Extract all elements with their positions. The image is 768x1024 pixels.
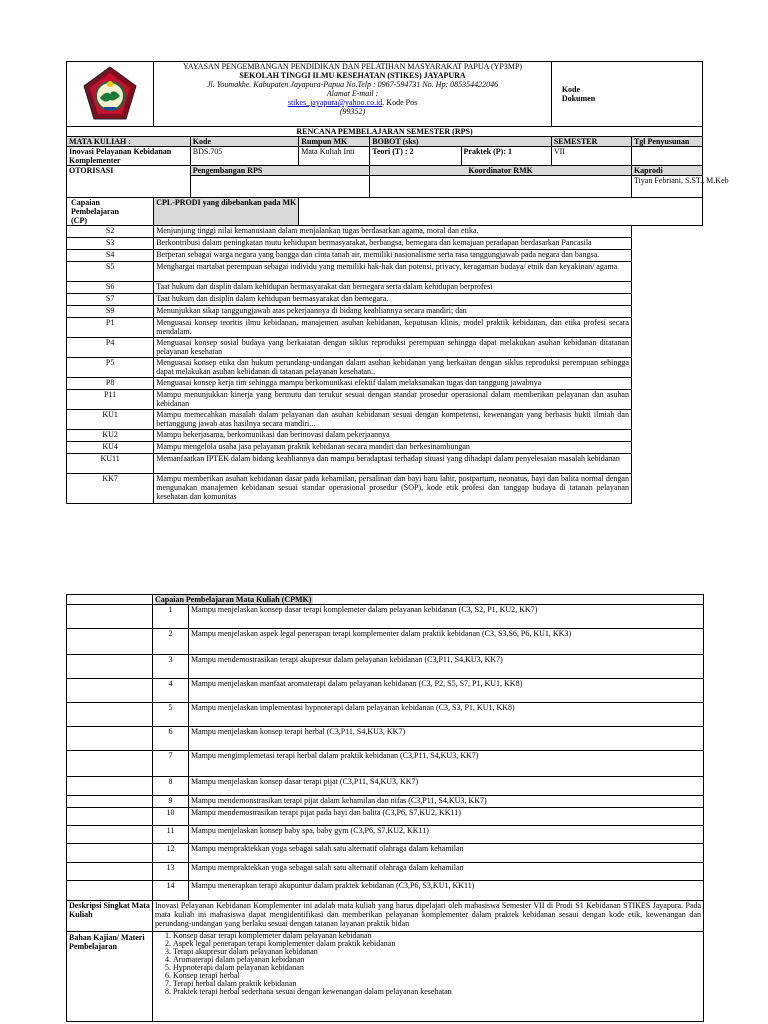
cp-row (67, 442, 703, 454)
cpmk-left-cell (67, 826, 153, 844)
cpmk-left-cell (67, 703, 153, 727)
cp-text: Mampu bekerjasama, berkomunikasi dan berinovasi dalam pekerjaannya (154, 430, 632, 442)
cpmk-row (67, 727, 704, 751)
cp-text: Taat hukum dan disiplin dalam kehidupan bermasyarakat dan bernegara. (154, 294, 632, 306)
cpmk-row (67, 881, 704, 901)
rps-table-1 (66, 61, 729, 504)
cp-row (67, 454, 703, 474)
email-link[interactable]: stikes_jayapura@yahoo.co.id (287, 98, 383, 107)
label-mata-kuliah: MATA KULIAH : (67, 137, 191, 147)
cpmk-text: Mampu menjelaskan konsep dasar terapi komplemeter dalam pelayanan kebidanan (C3, S2, P1, KU2, KK7) (189, 605, 704, 629)
cp-row (67, 306, 703, 318)
label-bobot: BOBOT (sks) (370, 137, 552, 147)
cp-code: P8 (67, 378, 154, 390)
cpmk-number: 12 (153, 844, 189, 863)
cpmk-header-text: Capaian Pembelajaran Mata Kuliah (CPMK) (155, 595, 312, 604)
cp-code: S2 (67, 226, 154, 238)
kaprodi-name: Tiyan Febriani, S.ST., M.Keb (631, 176, 702, 198)
capaian-label-text: Capaian Pembelajaran (CP) (71, 198, 119, 225)
doc-code-label: Kode Dokumen (561, 85, 596, 103)
cpmk-left-cell (67, 844, 153, 863)
cp-row (67, 294, 703, 306)
cpmk-number: 3 (153, 655, 189, 679)
cpmk-left-cell (67, 777, 153, 796)
cpmk-row (67, 863, 704, 881)
bahan-item: 6. Konsep terapi herbal (173, 972, 701, 980)
cp-row (67, 410, 703, 430)
cp-text: Menguasai konsep teoritis ilmu kebidanan, manajemen asuhan kebidanan, keputusan klinis, model praktik kebidanan, dan etika profesi secara mendalam. (154, 318, 632, 338)
cp-code: S5 (67, 262, 154, 282)
bahan-item: 3. Terapi akupresur dalam pelayanan kebidanan (173, 948, 701, 956)
bahan-item: 1. Konsep dasar terapi komplemeter dalam pelayanan kebidanan (173, 932, 701, 940)
cpmk-text: Mampu menjelaskan konsep baby spa, baby gym (C3,P6, S7,KU2, KK11) (189, 826, 704, 844)
cpmk-number: 10 (153, 808, 189, 826)
cp-code: P1 (67, 318, 154, 338)
cpmk-left-cell (67, 605, 153, 629)
cpmk-text: Mampu menerapkan terapi akupuntur dalam praktek kebidanan (C3,P6, S3,KU1, KK11) (189, 881, 704, 901)
cpmk-text: Mampu mendemostrasikan terapi akupresur dalam pelayanan kebidanan (C3,P11, S4,KU3, KK7) (189, 655, 704, 679)
deskripsi-text: Inovasi Pelayanan Kebidanan Komplementer ini adalah mata kuliah yang harus dipelajari oleh mahasiswa Semester VII di Prodi S1 Kebidanan STIKES Jayapura. Pada mata kuliah ini mahasiswa dapat mengidentifikasi dan memberikan pelayanan komplementer dalam praktek kebidanan sesaui dengan kode etik, kewenangan dan perundang-undangan yang berlaku sesuai dengan tatanan layanan praktik bidan (153, 901, 704, 932)
cp-text: Mampu menunjukkan kinerja yang bermutu dan terukur sesuai dengan standar prosedur operasional dalam memberikan pelayanan dan asuhan kebidanan (154, 390, 632, 410)
cp-text: Mampu memecahkan masalah dalam pelayanan dan asuhan kebidanan sesuai dengan kompetensi, kewenangan yang berbasis bukti ilmiah dan bertanggung jawab atas hasilnya secara mandiri... (154, 410, 632, 430)
cpmk-number: 13 (153, 863, 189, 881)
rps-table-2 (66, 594, 704, 1022)
cpl-header-spacer (299, 198, 703, 226)
label-koordinator: Koordinator RMK (370, 166, 632, 176)
cp-text: Memanfaatkan IPTEK dalam bidang keahliannya dan mampu beradaptasi terhadap situasi yang dihadapi dalam penyelesaian masalah kebidanan (154, 454, 632, 474)
cp-code: P4 (67, 338, 154, 358)
cpmk-row (67, 703, 704, 727)
school-address: Jl. Youmakhe. Kabupaten Jayapura-Papua No.Telp : 0967-594731 No. Hp: 085354422046 (206, 80, 499, 89)
cpmk-left-cell (67, 727, 153, 751)
cp-code: S3 (67, 238, 154, 250)
label-semester: SEMESTER (551, 137, 631, 147)
institution-header (154, 62, 552, 127)
koordinator-value (370, 176, 632, 198)
label-kaprodi: Kaprodi (631, 166, 702, 176)
cpmk-text: Mampu menjelaskan manfaat aromaterapi dalam pelayanan kebidanan (C3, P2, S5, S7, P1, KU1, KK8) (189, 679, 704, 703)
cpmk-number: 7 (153, 751, 189, 777)
cp-code: S9 (67, 306, 154, 318)
cp-row (67, 338, 703, 358)
cpmk-number: 9 (153, 796, 189, 808)
cpmk-row (67, 808, 704, 826)
stikes-logo-icon (80, 64, 140, 124)
cpmk-left-cell (67, 751, 153, 777)
cpmk-number: 4 (153, 679, 189, 703)
cpmk-row (67, 629, 704, 655)
cpmk-left-cell (67, 629, 153, 655)
cp-text: Menjunjung tinggi nilai kemanusiaan dalam menjalankan tugas berdasarkan agama, moral dan etika. (154, 226, 632, 238)
cp-code: S6 (67, 282, 154, 294)
cpmk-text: Mampu mendemonstrasikan terapi pijat dalam kehamilan dan nifas (C3,P11, S4,KU3, KK7) (189, 796, 704, 808)
bahan-item: 5. Hypnoterapi dalam pelayanan kebidanan (173, 964, 701, 972)
cp-code: KU2 (67, 430, 154, 442)
cp-text: Taat hukum dan displin dalam kehidupan bermasyarakat dan bernegara serta dalam kehidupan berprofesi (154, 282, 632, 294)
cpmk-row (67, 605, 704, 629)
cpmk-row (67, 796, 704, 808)
cp-row (67, 226, 703, 238)
cpmk-header (153, 595, 704, 605)
postal-label: . Kode Pos (382, 98, 418, 107)
label-pengembang: Pengembangan RPS (190, 166, 370, 176)
cp-row (67, 250, 703, 262)
cp-text: Menguasai konsep kerja tim sehingga mampu berkomunikasi efektif dalam melaksanakan tugas dan tanggung jawabnya (154, 378, 632, 390)
course-name: Inovasi Pelayanan Kebidanan Komplementer (67, 147, 191, 166)
cp-code: KU11 (67, 454, 154, 474)
cpl-header: CPL-PRODI yang dibebankan pada MK (154, 198, 299, 226)
cpmk-text: Mampu mendemostrasikan terapi pijat pada bayi dan balita (C3,P6, S7,KU2, KK11) (189, 808, 704, 826)
cp-row (67, 262, 703, 282)
label-bahan: Bahan Kajian/ Materi Pembelajaran (67, 932, 153, 1022)
pengembang-value (190, 176, 370, 198)
cpmk-row (67, 777, 704, 796)
cpmk-row (67, 655, 704, 679)
cpmk-rows (67, 605, 704, 901)
cpmk-row (67, 826, 704, 844)
cp-row (67, 430, 703, 442)
school-name: SEKOLAH TINGGI ILMU KESEHATAN (STIKES) JAYAPURA (239, 71, 466, 80)
cpmk-left-cell (67, 796, 153, 808)
cp-row (67, 358, 703, 378)
cpmk-number: 11 (153, 826, 189, 844)
cp-row (67, 318, 703, 338)
label-otorisasi: OTORISASI (67, 166, 191, 198)
cp-code: P5 (67, 358, 154, 378)
cpmk-text: Mampu menjelaskan konsep terapi herbal (C3,P11, S4,KU3, KK7) (189, 727, 704, 751)
cpmk-left-cell (67, 679, 153, 703)
bahan-item: 8. Praktek terapi herbal sederhana sesuai dengan kewenangan dalam pelayanan kesehatan (173, 988, 701, 996)
cp-code: S4 (67, 250, 154, 262)
cpmk-left-cell (67, 863, 153, 881)
cp-text: Menguasai konsep etika dan hukum perundang-undangan dalam asuhan kebidanan yang berkaitan dengan siklus reproduksi perempuan sehingga dapat melakukan asuhan kebidanan di tatanan pelayanan kesehatan.. (154, 358, 632, 378)
bahan-list (155, 932, 701, 996)
cpmk-text: Mampu mengimplemetasi terapi herbal dalam praktik kebidanan (C3,P11, S4,KU3, KK7) (189, 751, 704, 777)
cp-code: KU4 (67, 442, 154, 454)
cpmk-text: Mampu mempraktekkan yoga sebagai salah satu alternatif olahraga dalam kehamilan (189, 844, 704, 863)
email-label: Alamat E-mail : (326, 89, 379, 98)
cpmk-number: 2 (153, 629, 189, 655)
cpmk-left-cell (67, 808, 153, 826)
bahan-item: 7. Terapi herbal dalam praktik kebidanan (173, 980, 701, 988)
label-tgl: Tgl Penyusunan (631, 137, 702, 147)
cp-text: Berkontribusi dalam peningkatan mutu kehidupan bermasyarakat, berbangsa, bernegara dan kemajuan peradapan berdasarkan Pancasila (154, 238, 632, 250)
cp-code: S7 (67, 294, 154, 306)
postal-code: (99352) (339, 107, 366, 116)
bahan-item: 4. Aromaterapi dalam pelayanan kebidanan (173, 956, 701, 964)
cpmk-row (67, 844, 704, 863)
cpmk-number: 5 (153, 703, 189, 727)
cpmk-left-cell (67, 881, 153, 901)
cp-code: KK7 (67, 474, 154, 504)
cpmk-left-cell (67, 655, 153, 679)
cpmk-text: Mampu menjelaskan aspek legal penerapan terapi komplementer dalam praktik kebidanan (C3, S3,S6, P6, KU1, KK3) (189, 629, 704, 655)
cp-row (67, 390, 703, 410)
cpmk-number: 8 (153, 777, 189, 796)
rps-title: RENCANA PEMBELAJARAN SEMESTER (RPS) (67, 127, 703, 137)
cpmk-row (67, 679, 704, 703)
cp-code: KU1 (67, 410, 154, 430)
cpmk-number: 6 (153, 727, 189, 751)
cp-text: Mampu mengelola usaha jasa pelayanan praktik kebidanan secara mandiri dan berkesinambungan (154, 442, 632, 454)
cp-text: Berperan sebagai warga negara yang bangga dan cinta tanah air, memiliki nasionalisme serta rasa tanggungjawab pada negara dan bangsa. (154, 250, 632, 262)
foundation-name: YAYASAN PENGEMBANGAN PENDIDIKAN DAN PELATIHAN MASYARAKAT PAPUA (YP3MP) (182, 62, 523, 71)
cp-row (67, 378, 703, 390)
label-kode: Kode (190, 137, 299, 147)
bahan-list-cell (153, 932, 704, 1022)
cp-row (67, 282, 703, 294)
cp-rows (67, 226, 703, 504)
label-deskripsi: Deskripsi Singkat Mata Kuliah (67, 901, 153, 932)
course-semester: VII (551, 147, 631, 166)
cpmk-row (67, 751, 704, 777)
cpmk-text: Mampu mempraktekkan yoga sebagai salah satu alternatif olahraga dalam kehamilan (189, 863, 704, 881)
cp-text: Menghargai martabat perempuan sebagai individu yang memiliki hak-hak dan potensi, privacy, keragaman budaya/ etnik dan keyakinan/ agama (154, 262, 632, 282)
logo-cell (67, 62, 154, 127)
cp-code: P11 (67, 390, 154, 410)
cpmk-number: 1 (153, 605, 189, 629)
label-rumpun: Rumpun MK (299, 137, 370, 147)
bahan-item: 2. Aspek legal penerapan terapi komplementer dalam praktik kebidanan (173, 940, 701, 948)
cp-text: Mampu memberikan asuhan kebidanan dasar pada kehamilan, persalinan dan bayi baru lahir, postpartum, neonatus, bayi dan balita normal dengan mengunakan manajemen kebidanan sesuai standar operasional prosedur (SOP), kode etik profesi dan tanggap budaya di tatanan pelayanan kesehatan dan komunitas (154, 474, 632, 504)
course-code: BDS.705 (190, 147, 299, 166)
course-praktek: Praktek (P): 1 (461, 147, 551, 166)
cp-row (67, 474, 703, 504)
cpmk-text: Mampu menjelaskan implementasi hypnoterapi dalam pelayanan kebidanan (C3, S3, P1, KU1, KK8) (189, 703, 704, 727)
label-capaian (67, 198, 154, 226)
cp-row (67, 238, 703, 250)
doc-code-cell (551, 62, 702, 127)
cpmk-left-blank (67, 595, 153, 605)
course-teori: Teori (T) : 2 (370, 147, 461, 166)
cp-text: Menguasai konsep sosial budaya yang berkaiatan dengan siklus reproduksi perempuan sehingga dapat melakukan asuhan kebidanan ditatanan pelayanan kesehatan (154, 338, 632, 358)
course-rumpun: Mata Kuliah Inti (299, 147, 370, 166)
course-tgl (631, 147, 702, 166)
cpmk-number: 14 (153, 881, 189, 901)
cp-text: Menunjukkan sikap tanggungjawab atas pekerjaannya di bidang keahliannya secara mandiri; dan (154, 306, 632, 318)
cpmk-text: Mampu menjelaskan konsep dasar terapi pijat (C3,P11, S4,KU3, KK7) (189, 777, 704, 796)
